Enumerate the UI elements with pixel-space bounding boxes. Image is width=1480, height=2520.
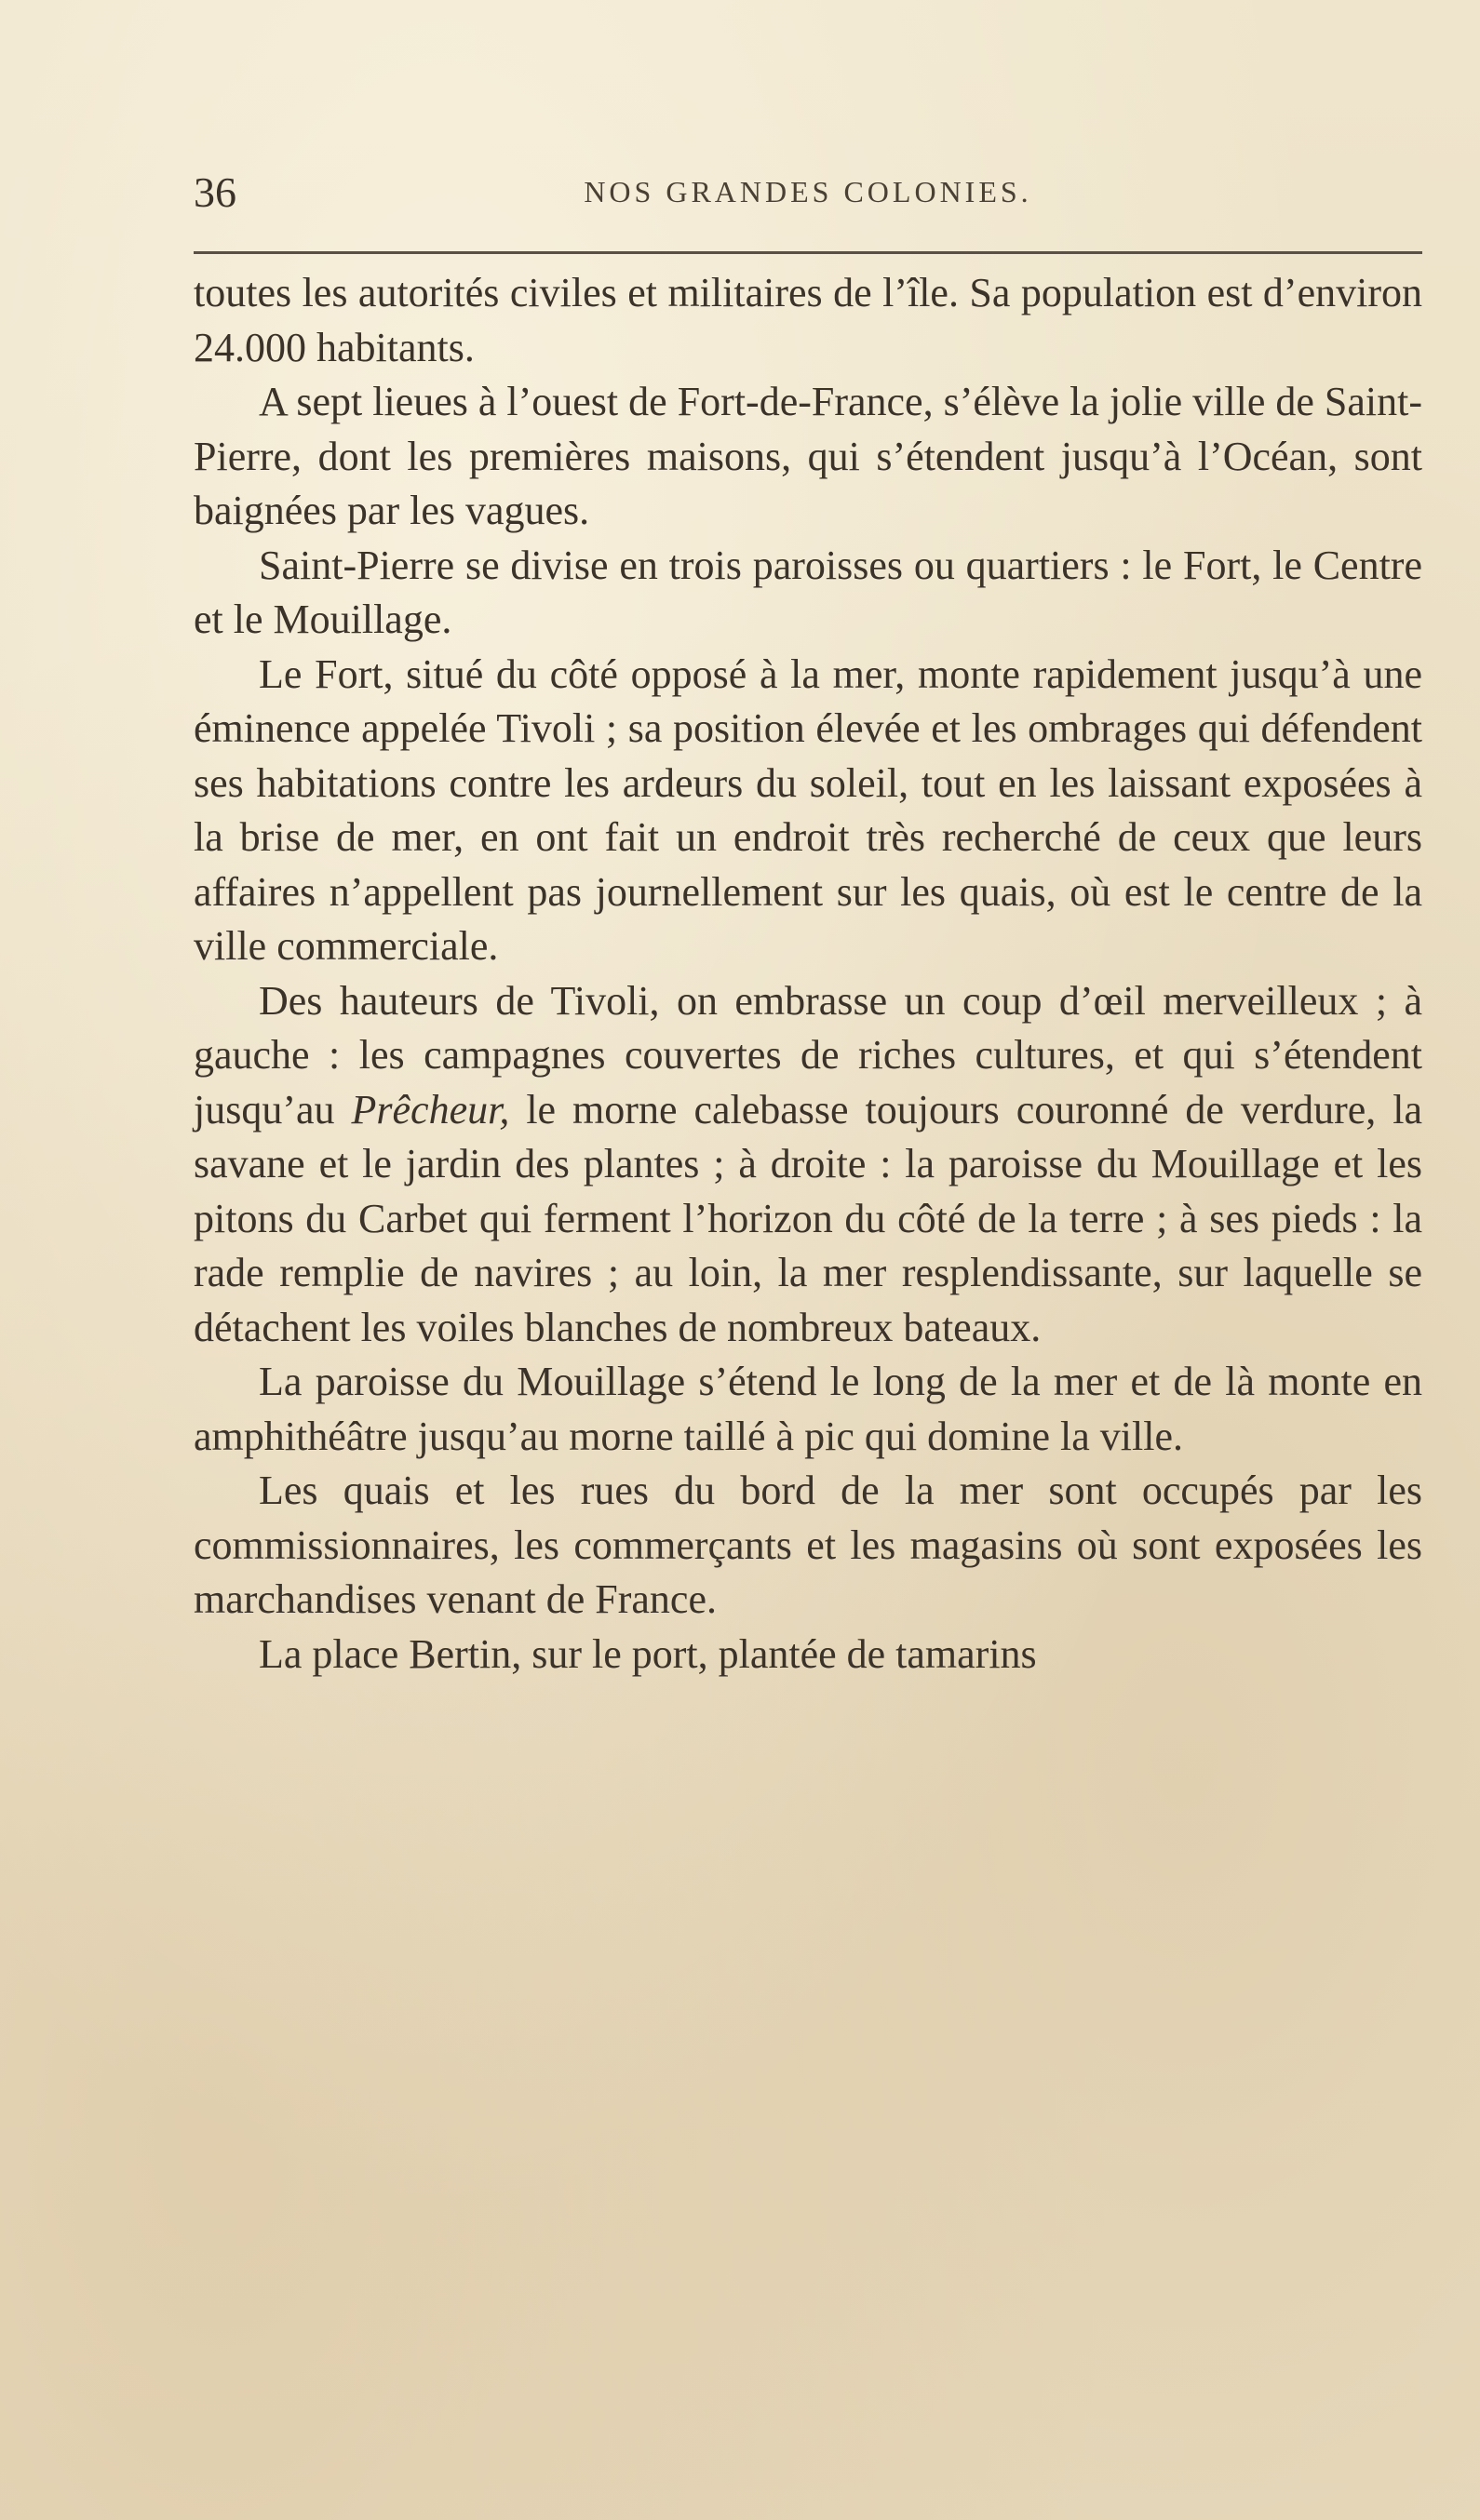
paragraph: La paroisse du Mouillage s’étend le long de la mer et de là monte en amphithéâtre jusqu’au morne taillé à pic qui domine la ville.: [194, 1359, 1422, 1459]
paragraph-text: le morne calebasse toujours couronné de verdure, la savane et le jardin des plantes ; à droite : la paroisse du Mouillage et les pitons du Carbet qui ferment l’horizon du côté de la terre ; à ses pieds : la rade remplie de navires ; au loin, la mer resplendissante, sur laquelle se détachent les voiles blanches de nombreux bateaux.: [194, 1086, 1423, 1350]
paragraph-text: Des hauteurs de Tivoli, on embrasse un coup d’œil merveilleux ; à gauche : les campagnes couvertes de riches cultures, et qui s’étendent jusqu’au: [194, 977, 1422, 1133]
paragraph: Le Fort, situé du côté opposé à la mer, monte rapidement jusqu’à une éminence appelée Tivoli ; sa position élevée et les ombrages qui défendent ses habitations contre les ardeurs du soleil, tout en les laissant exposées à la brise de mer, en ont fait un endroit très recherché de ceux que leurs affaires n’appellent pas journellement sur les quais, où est le centre de la ville commerciale.: [194, 650, 1422, 969]
page-header: [194, 168, 1422, 223]
paragraph: A sept lieues à l’ouest de Fort-de-France, s’élève la jolie ville de Saint-Pierre, dont les premières maisons, qui s’étendent jusqu’à l’Océan, sont baignées par les vagues.: [194, 379, 1422, 533]
running-head: NOS GRANDES COLONIES.: [584, 175, 1032, 208]
paragraph: [194, 974, 1422, 1356]
paragraph: Les quais et les rues du bord de la mer sont occupés par les commissionnaires, les commerçants et les magasins où sont exposées les marchandises venant de France.: [194, 1468, 1422, 1622]
paragraph: Saint-Pierre se divise en trois paroisses ou quartiers : le Fort, le Centre et le Mouillage.: [194, 542, 1422, 642]
page-number: 36: [194, 168, 236, 216]
body-text: [194, 266, 1422, 1682]
header-rule: [194, 251, 1422, 254]
paragraph-last: La place Bertin, sur le port, plantée de tamarins: [259, 1630, 1037, 1677]
paragraph-continued: toutes les autorités civiles et militaires de l’île. Sa population est d’environ 24.000 habitants.: [194, 270, 1422, 370]
italic-place-name: Prêcheur,: [351, 1086, 510, 1133]
